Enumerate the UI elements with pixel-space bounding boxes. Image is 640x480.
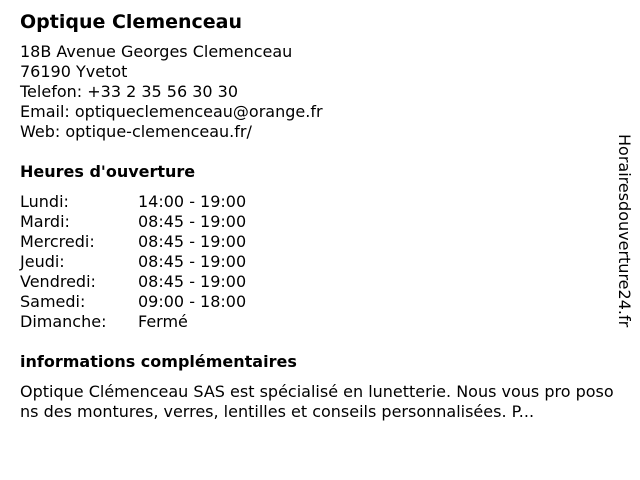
hours-row: [20, 212, 610, 232]
hours-time: 08:45 - 19:00: [138, 232, 247, 251]
hours-heading: Heures d'ouverture: [20, 162, 196, 181]
hours-time: 08:45 - 19:00: [138, 272, 247, 291]
hours-day: Dimanche:: [20, 312, 107, 331]
hours-day: Mardi:: [20, 212, 70, 231]
business-card: [20, 10, 614, 422]
hours-time: 08:45 - 19:00: [138, 252, 247, 271]
hours-day: Mercredi:: [20, 232, 95, 251]
hours-day: Lundi:: [20, 192, 69, 211]
address-city: 76190 Yvetot: [20, 62, 128, 81]
hours-time: 09:00 - 18:00: [138, 292, 247, 311]
hours-day: Vendredi:: [20, 272, 96, 291]
business-name: Optique Clemenceau: [20, 11, 243, 33]
hours-table: [20, 192, 610, 332]
hours-time: Fermé: [138, 312, 188, 331]
hours-day: Samedi:: [20, 292, 86, 311]
hours-row: [20, 292, 610, 312]
info-text: Optique Clémenceau SAS est spécialisé en lunetterie. Nous vous pro posons des montures, verres, lentilles et conseils personnalisées. P...: [20, 382, 614, 421]
hours-row: [20, 192, 610, 212]
phone-line: Telefon: +33 2 35 56 30 30: [20, 82, 239, 101]
hours-day: Jeudi:: [20, 252, 65, 271]
hours-row: [20, 232, 610, 252]
hours-row: [20, 272, 610, 292]
web-line: Web: optique-clemenceau.fr/: [20, 122, 252, 141]
address-street: 18B Avenue Georges Clemenceau: [20, 42, 293, 61]
hours-time: 14:00 - 19:00: [138, 192, 247, 211]
hours-row: [20, 312, 610, 332]
hours-time: 08:45 - 19:00: [138, 212, 247, 231]
hours-row: [20, 252, 610, 272]
email-line: Email: optiqueclemenceau@orange.fr: [20, 102, 323, 121]
info-heading: informations complémentaires: [20, 352, 297, 371]
site-watermark: Horairesdouverture24.fr: [615, 134, 634, 328]
